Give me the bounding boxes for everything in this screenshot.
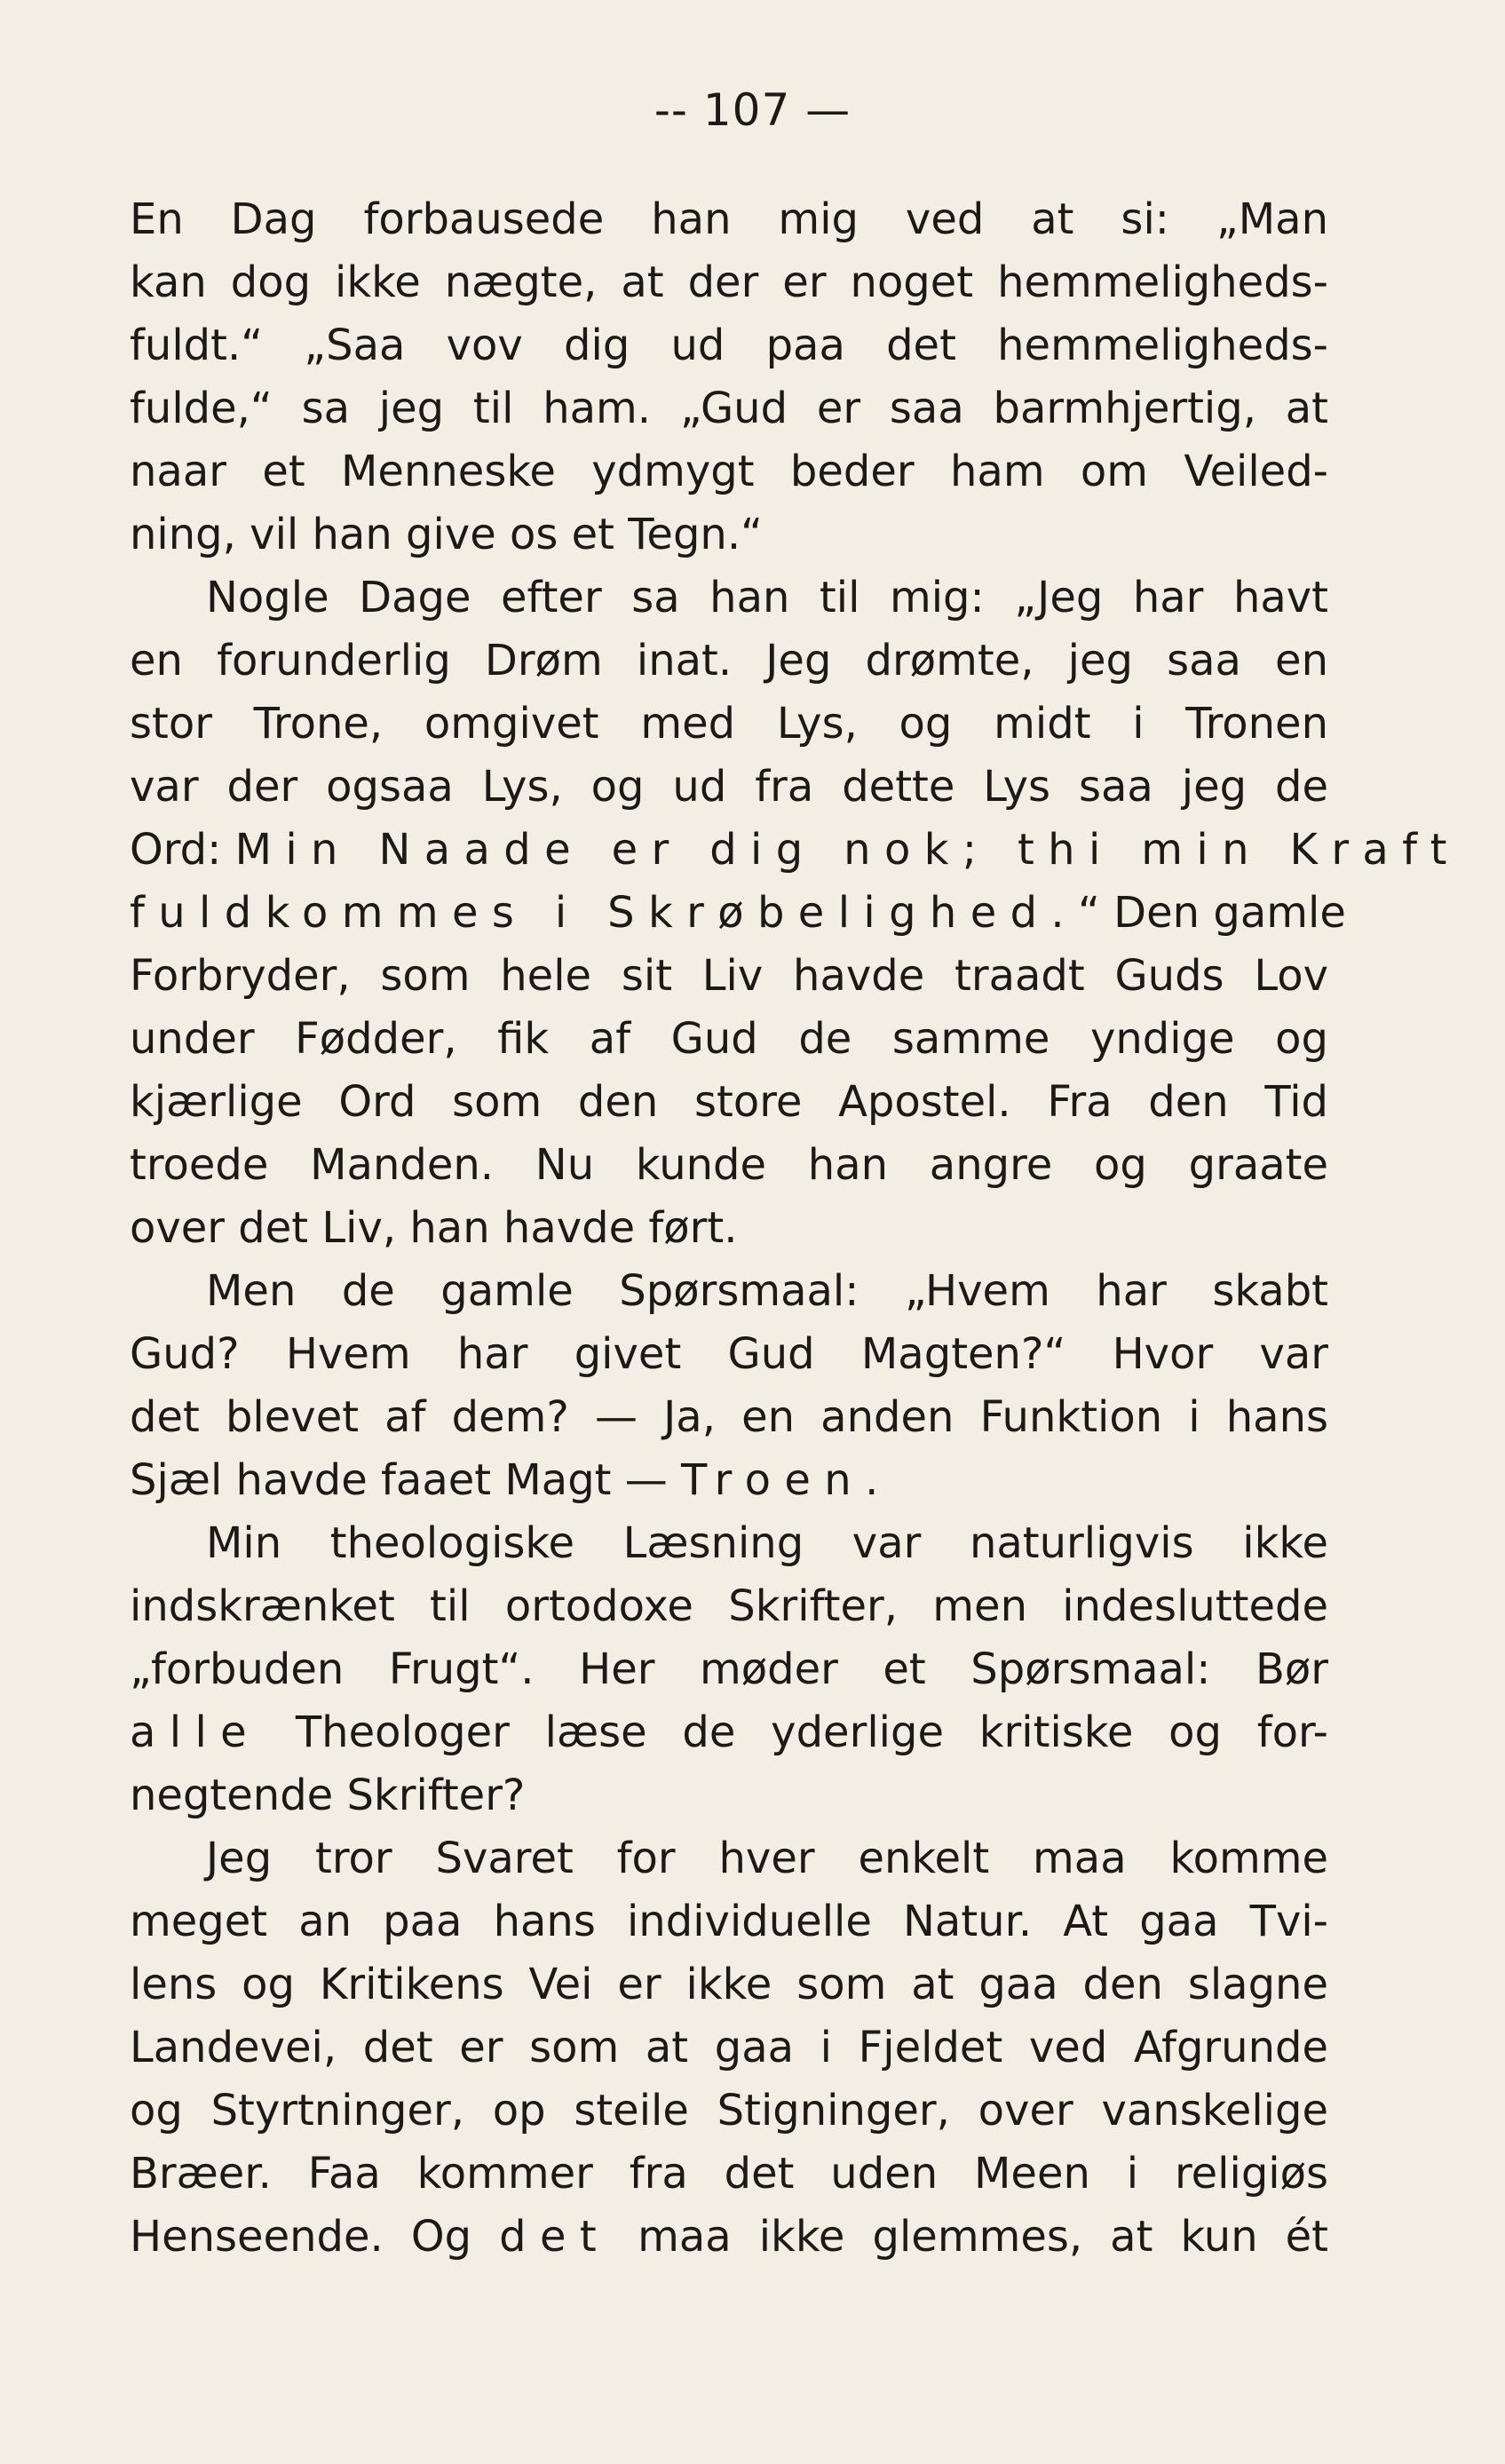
text-line: over det Liv, han havde ført. <box>130 1203 738 1253</box>
text-line: naar et Menneske ydmygt beder ham om Veiled- <box>130 447 1328 496</box>
text-line: Men de gamle Spørsmaal: „Hvem har skabt <box>206 1266 1328 1316</box>
text-line: under Fødder, fik af Gud de samme yndige og <box>130 1014 1328 1064</box>
text-line: „forbuden Frugt“. Her møder et Spørsmaal: Bør <box>130 1644 1328 1694</box>
spaced-emphasis: fuldkommes i Skrøbelighed. <box>130 888 1079 938</box>
spaced-emphasis: Troen <box>681 1455 866 1505</box>
text-line: Landevei, det er som at gaa i Fjeldet ved Afgrunde <box>130 2023 1328 2072</box>
text-line: Forbryder, som hele sit Liv havde traadt Guds Lov <box>130 951 1328 1001</box>
text-line: Gud? Hvem har givet Gud Magten?“ Hvor var <box>130 1329 1328 1379</box>
text-line: ning, vil han give os et Tegn.“ <box>130 510 763 559</box>
text-line: var der ogsaa Lys, og ud fra dette Lys saa jeg de <box>130 762 1328 812</box>
text-line: Nogle Dage efter sa han til mig: „Jeg har havt <box>206 573 1328 622</box>
body-text <box>130 188 1461 2269</box>
text-line: Sjæl havde faaet Magt — Troen. <box>130 1455 879 1505</box>
text-line: alle Theologer læse de yderlige kritiske og for- <box>130 1707 1328 1757</box>
spaced-emphasis: alle <box>130 1707 261 1757</box>
text-line: kjærlige Ord som den store Apostel. Fra den Tid <box>130 1077 1328 1127</box>
text-line: troede Manden. Nu kunde han angre og graate <box>130 1140 1328 1190</box>
text-line: det blevet af dem? — Ja, en anden Funktion i hans <box>130 1392 1328 1442</box>
text-line: lens og Kritikens Vei er ikke som at gaa den slagne <box>130 1960 1328 2009</box>
text-line: En Dag forbausede han mig ved at si: „Man <box>130 194 1328 244</box>
text-line: fuldkommes i Skrøbelighed.“ Den gamle <box>130 888 1346 938</box>
page-number: -- 107 — <box>653 84 852 136</box>
text-line: Bræer. Faa kommer fra det uden Meen i religiøs <box>130 2149 1328 2199</box>
text-line: meget an paa hans individuelle Natur. At gaa Tvi- <box>130 1897 1328 1946</box>
text-line: Henseende. Og det maa ikke glemmes, at kun ét <box>130 2212 1328 2262</box>
text-line: en forunderlig Drøm inat. Jeg drømte, jeg saa en <box>130 636 1328 685</box>
text-line: Jeg tror Svaret for hver enkelt maa komme <box>206 1834 1328 1883</box>
text-line: negtende Skrifter? <box>130 1771 526 1820</box>
text-line: Ord: Min Naade er dig nok; thi min Kraft <box>130 825 1461 875</box>
spaced-emphasis: Min Naade er dig nok; thi min Kraft <box>234 825 1461 875</box>
spaced-emphasis: det <box>499 2212 611 2262</box>
text-line: stor Trone, omgivet med Lys, og midt i Tronen <box>130 699 1328 749</box>
text-line: fulde,“ sa jeg til ham. „Gud er saa barmhjertig, at <box>130 384 1328 433</box>
text-line: fuldt.“ „Saa vov dig ud paa det hemmeligheds- <box>130 321 1328 370</box>
text-line: Min theologiske Læsning var naturligvis ikke <box>206 1518 1328 1568</box>
text-line: indskrænket til ortodoxe Skrifter, men indesluttede <box>130 1581 1328 1631</box>
text-line: og Styrtninger, op steile Stigninger, over vanskelige <box>130 2086 1328 2135</box>
text-line: kan dog ikke nægte, at der er noget hemmeligheds- <box>130 257 1328 307</box>
